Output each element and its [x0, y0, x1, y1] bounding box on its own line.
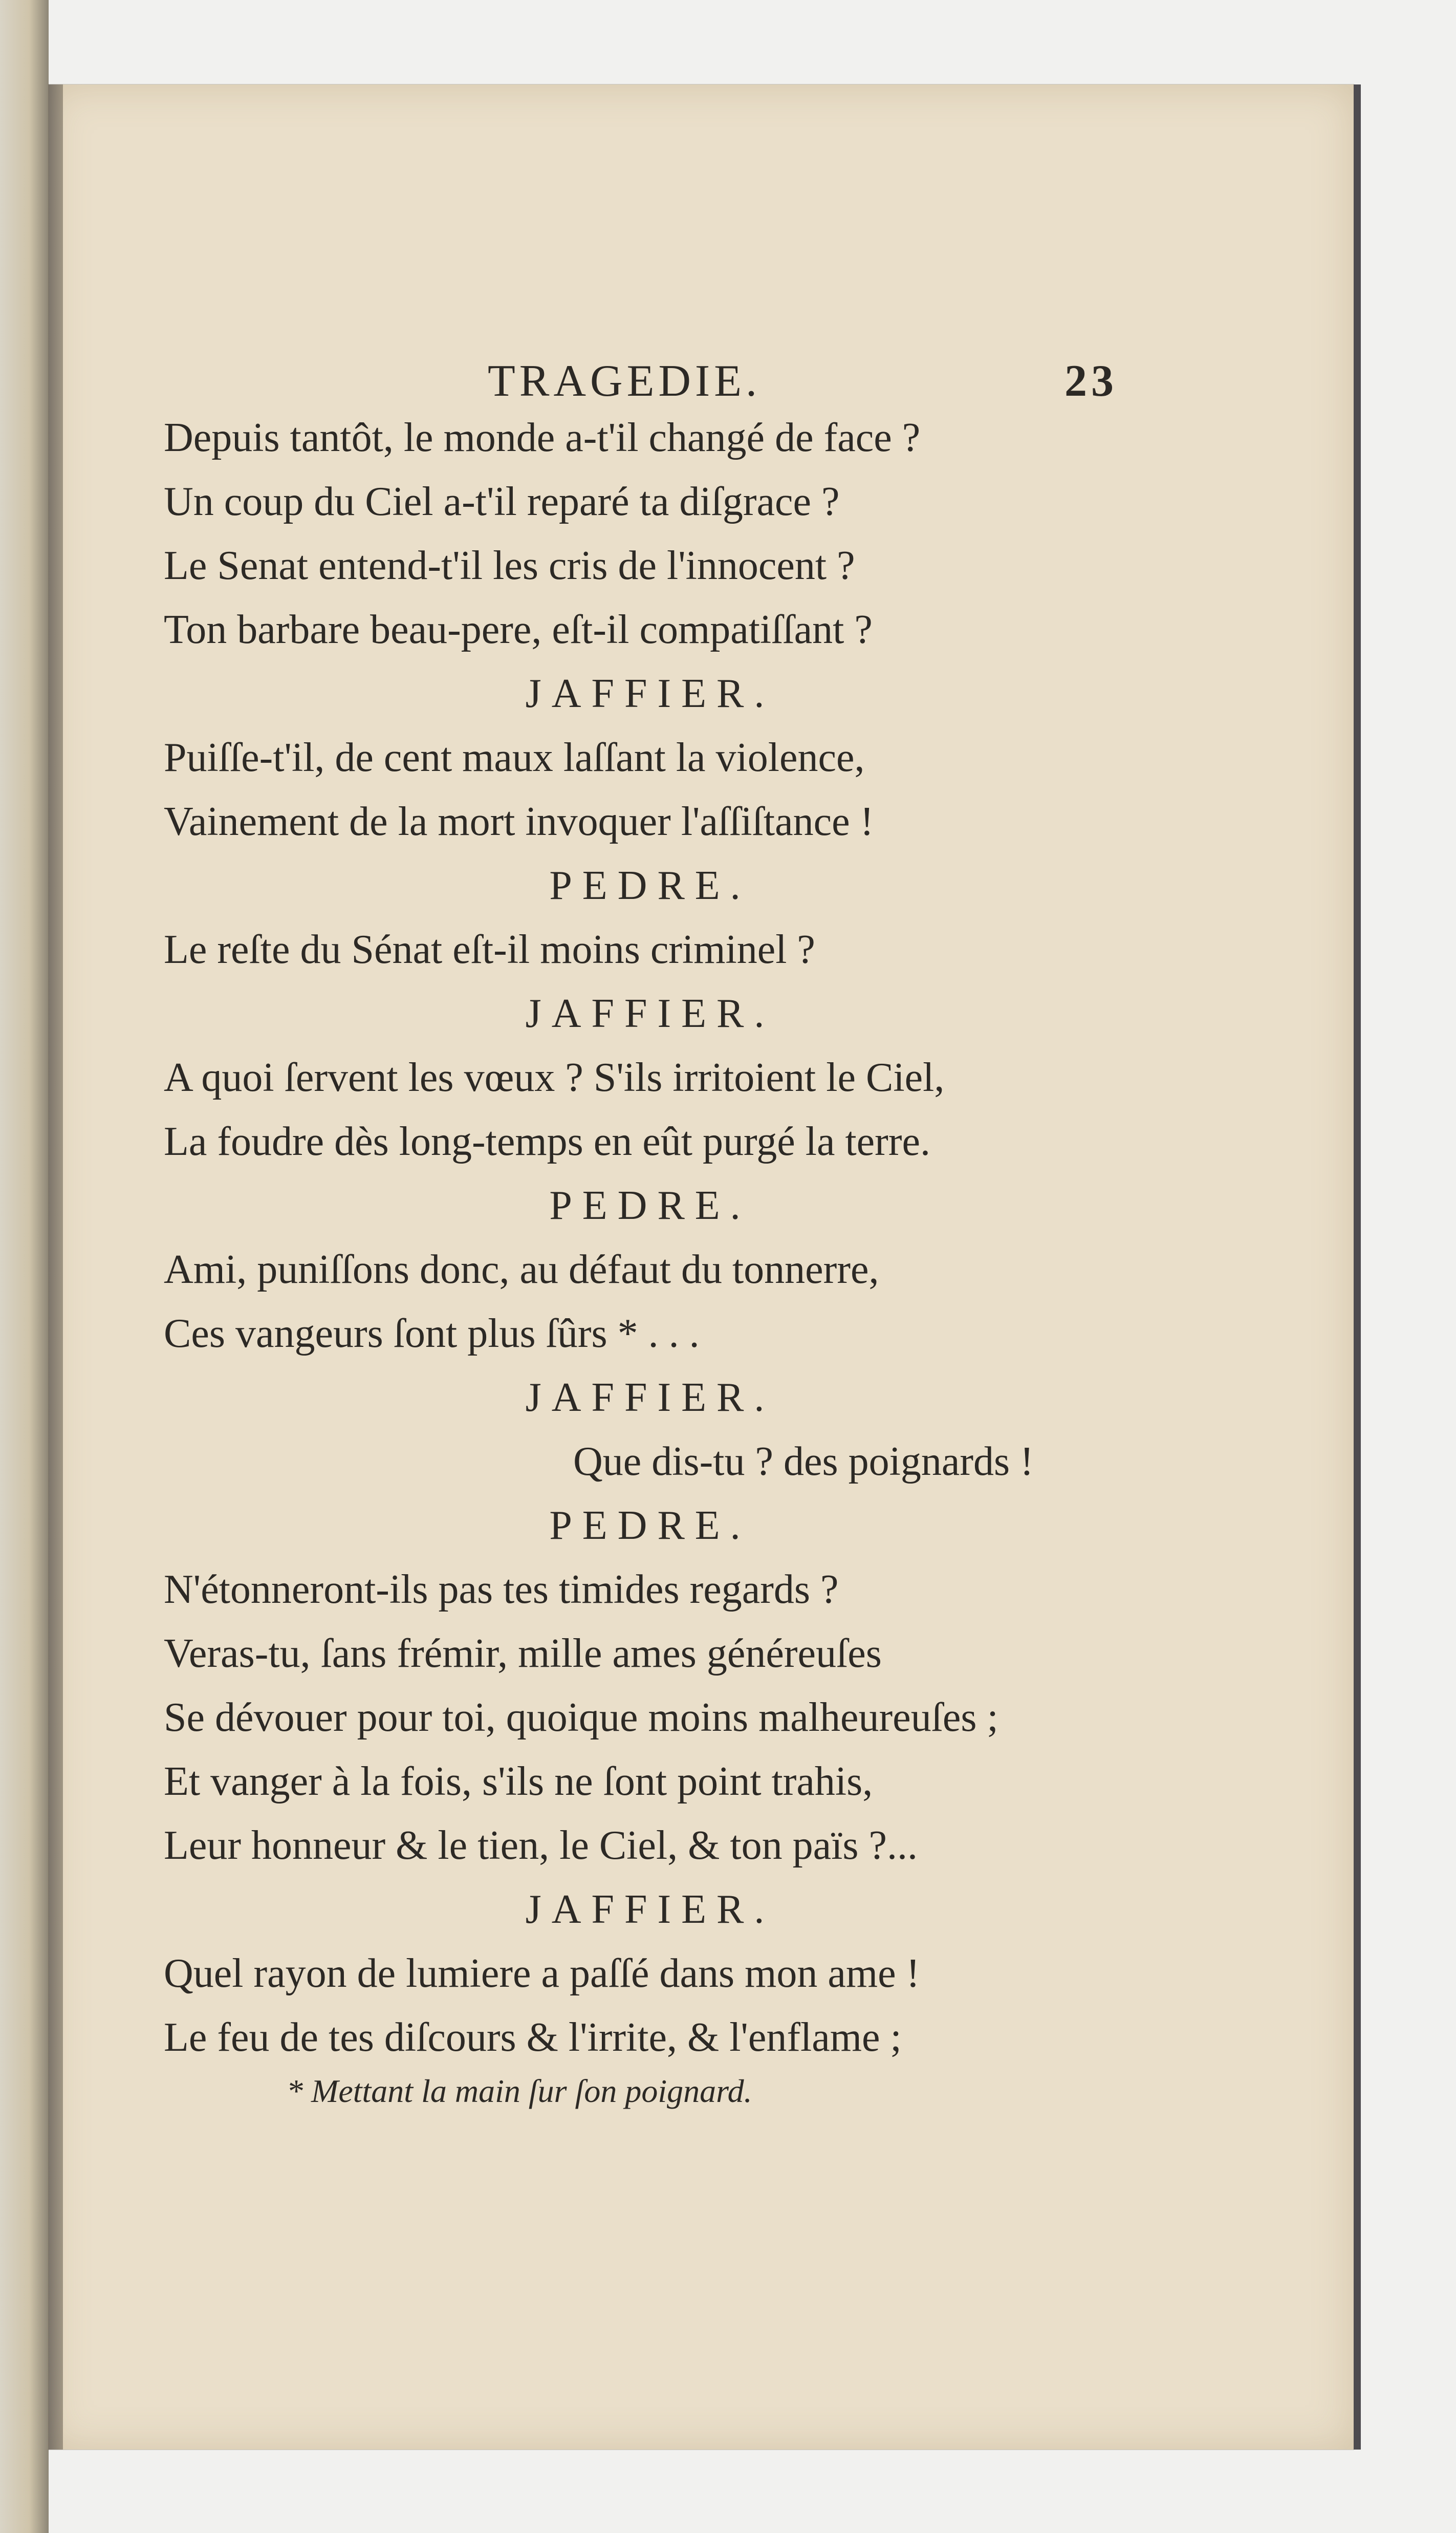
running-head [49, 348, 1354, 415]
verse-line: Ami, puniſſons donc, au défaut du tonnerre, [164, 1247, 879, 1292]
book-page [49, 84, 1354, 2450]
speaker-name: JAFFIER. [525, 671, 775, 716]
verse-line: Le reſte du Sénat eſt-il moins criminel ? [164, 927, 815, 972]
verse-line: La foudre dès long-temps en eût purgé la terre. [164, 1119, 930, 1164]
verse-line: Le feu de tes diſcours & l'irrite, & l'enflame ; [164, 2015, 902, 2060]
verse-line: Et vanger à la fois, s'ils ne ſont point trahis, [164, 1759, 873, 1804]
page-gutter [49, 84, 63, 2450]
verse-line: Un coup du Ciel a-t'il reparé ta diſgrace ? [164, 479, 840, 524]
verse-line: A quoi ſervent les vœux ? S'ils irritoient le Ciel, [164, 1055, 945, 1100]
verse-line: Vainement de la mort invoquer l'aſſiſtance ! [164, 799, 874, 844]
verse-line: Puiſſe-t'il, de cent maux laſſant la violence, [164, 735, 865, 780]
footnote: * Mettant la main ſur ſon poignard. [287, 2073, 752, 2109]
verse-line: Le Senat entend-t'il les cris de l'innocent ? [164, 543, 855, 588]
verse-line-indented: Que dis-tu ? des poignards ! [573, 1439, 1034, 1484]
speaker-name: PEDRE. [549, 863, 751, 908]
page-number: 23 [1064, 356, 1118, 406]
speaker-name: JAFFIER. [525, 1887, 775, 1932]
speaker-name: JAFFIER. [525, 1375, 775, 1420]
verse-line: N'étonneront-ils pas tes timides regards ? [164, 1567, 839, 1612]
running-title: TRAGEDIE. [488, 356, 761, 406]
verse-line: Depuis tantôt, le monde a-t'il changé de face ? [164, 415, 921, 460]
speaker-name: JAFFIER. [525, 991, 775, 1036]
verse-line: Leur honneur & le tien, le Ciel, & ton païs ?... [164, 1823, 918, 1868]
verse-line: Quel rayon de lumiere a paſſé dans mon ame ! [164, 1951, 920, 1996]
book-left-edge [0, 0, 49, 2533]
speaker-name: PEDRE. [549, 1503, 751, 1548]
verse-block [164, 406, 1238, 2070]
verse-line: Se dévouer pour toi, quoique moins malheureuſes ; [164, 1695, 998, 1740]
verse-line: Ton barbare beau-pere, eſt-il compatiſſant ? [164, 607, 873, 652]
verse-line: Ces vangeurs ſont plus ſûrs * . . . [164, 1311, 700, 1356]
verse-line: Veras-tu, ſans frémir, mille ames généreuſes [164, 1631, 882, 1676]
speaker-name: PEDRE. [549, 1183, 751, 1228]
